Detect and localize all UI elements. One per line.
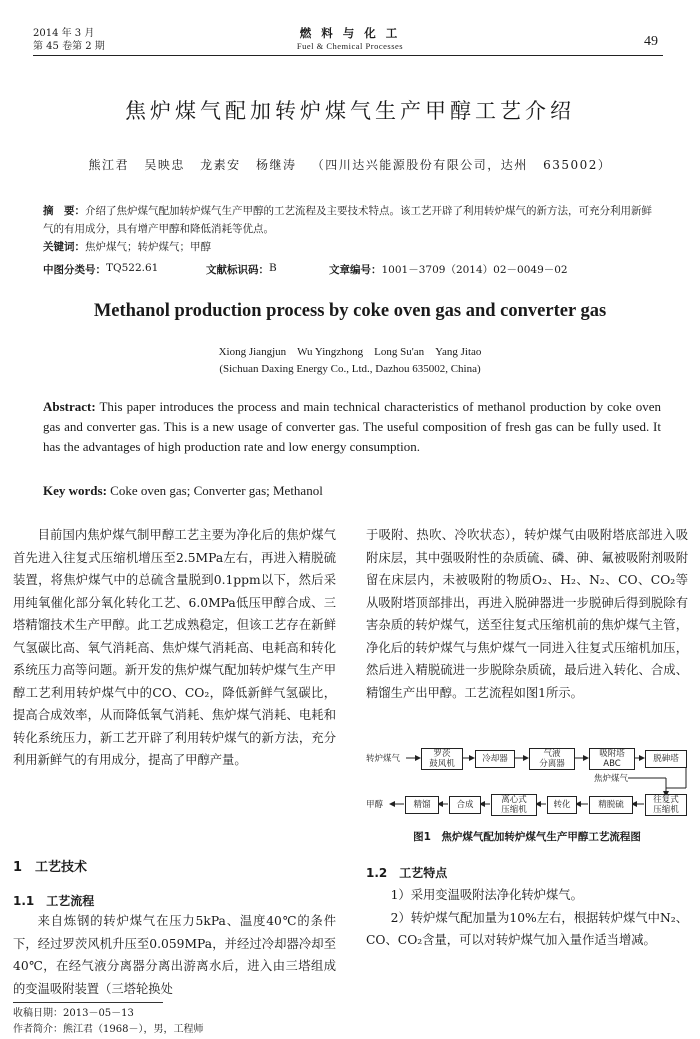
keywords-en-label: Key words: — [43, 483, 107, 498]
doc-code: B — [269, 262, 277, 274]
flow-box-centrifugal-compressor: 离心式 压缩机 — [491, 794, 537, 816]
flow-box-roots-blower: 罗茨 鼓风机 — [421, 748, 463, 770]
section-heading-1-2: 1.2 工艺特点 — [366, 866, 448, 880]
intro-paragraph: 目前国内焦炉煤气制甲醇工艺主要为净化后的焦炉煤气首先进入往复式压缩机增压至2.5MPa左右，再进入精脱硫装置，将焦炉煤气中的总硫含量脱到0.1ppm以下，然后采用纯氧催化部分氧化转化工艺、6.0MPa低压甲醇合成、三塔精馏技术生产甲醇。此工艺成熟稳定，但该工艺存在新鲜气氢碳比高、氧气消耗高、焦炉煤气消耗高、电耗高和转化系统压力高等问题。新开发的焦炉煤气配加转炉煤气生产甲醇工艺利用转炉煤气中的CO、CO₂，降低新鲜气氢碳比，提高合成效率，从而降低氧气消耗、焦炉煤气消耗、电耗和转化系统压力，新工艺开辟了利用转炉煤气的新方法，充分利用新鲜气的有用成分，提高了甲醇产量。 — [13, 528, 336, 767]
abstract-cn-label: 摘 要： — [43, 205, 85, 217]
features-block — [366, 884, 688, 952]
flow-box-adsorber: 吸附塔 ABC — [589, 748, 635, 770]
article-no: 1001－3709（2014）02－0049－02 — [381, 264, 568, 276]
flow-box-separator: 气液 分离器 — [529, 748, 575, 770]
feature-1: 1）采用变温吸附法净化转炉煤气。 — [390, 888, 583, 902]
authors-en-block — [0, 344, 700, 378]
keywords-cn-label: 关键词： — [43, 241, 85, 253]
doc-code-label: 文献标识码： — [206, 264, 269, 276]
issue-volume: 第 45 卷第 2 期 — [33, 41, 105, 52]
feature-2: 2）转炉煤气配加量为10%左右，根据转炉煤气中N₂、CO、CO₂含量，可以对转炉煤气加入量作适当增减。 — [366, 910, 688, 947]
issue-date: 2014 年 3 月 — [33, 28, 95, 39]
journal-name-cn: 燃 料 与 化 工 — [299, 26, 401, 40]
footnote-author: 作者简介：熊江君（1968－），男，工程师 — [13, 1021, 203, 1039]
affiliation-en: (Sichuan Daxing Energy Co., Ltd., Dazhou 635002, China) — [219, 363, 481, 375]
flow-box-distillation: 精馏 — [405, 796, 439, 814]
flow-coke-gas-label: 焦炉煤气 — [594, 774, 629, 784]
paper-title-en: Methanol production process by coke oven gas and converter gas — [93, 301, 607, 321]
flow-box-fine-desulfur: 精脱硫 — [589, 796, 633, 814]
process-flow-diagram — [366, 744, 688, 822]
journal-name-en: Fuel & Chemical Processes — [296, 41, 404, 51]
flow-box-cooler: 冷却器 — [475, 750, 515, 768]
clc-label: 中图分类号： — [43, 264, 106, 276]
process-paragraph — [13, 910, 336, 1000]
article-no-label: 文章编号： — [329, 264, 382, 276]
journal-name — [0, 25, 700, 51]
flow-box-recip-compressor: 往复式 压缩机 — [645, 794, 687, 816]
flow-input-label: 转炉煤气 — [366, 754, 401, 764]
section-heading-1: 1 工艺技术 — [13, 860, 88, 875]
keywords-en: Coke oven gas; Converter gas; Methanol — [106, 483, 323, 498]
flow-box-synthesis: 合成 — [449, 796, 481, 814]
page-number: 49 — [644, 34, 658, 49]
paper-title-cn: 焦炉煤气配加转炉煤气生产甲醇工艺介绍 — [125, 99, 575, 123]
abstract-cn — [43, 202, 661, 256]
flow-output-label: 甲醇 — [366, 800, 384, 810]
right-column — [366, 524, 688, 704]
keywords-en-block — [43, 483, 661, 499]
abstract-en-text: This paper introduces the process and main technical characteristics of methanol production by coke oven gas and converter gas. This is a new usage of converter gas. The useful composition of fresh gas can be fully used. It has the advantages of high production rate and low energy consumption. — [43, 399, 661, 454]
abstract-en-label: Abstract: — [43, 399, 96, 414]
authors-cn: 熊江君 吴映忠 龙素安 杨继涛 （四川达兴能源股份有限公司，达州 635002） — [88, 158, 612, 172]
section-heading-1-1: 1.1 工艺流程 — [13, 894, 95, 908]
flow-box-conversion: 转化 — [547, 796, 577, 814]
keywords-cn: 焦炉煤气；转炉煤气；甲醇 — [85, 241, 211, 253]
process-continued: 于吸附、热吹、冷吹状态），转炉煤气由吸附塔底部进入吸附床层，其中强吸附性的杂质硫、磷、砷、氟被吸附剂吸附留在床层内，未被吸附的物质O₂、H₂、N₂、CO、CO₂等从吸附塔顶部排出，再进入脱砷器进一步脱砷后得到脱除有害杂质的转炉煤气，送至往复式压缩机前的焦炉煤气主管，净化后的转炉煤气与焦炉煤气一同进入往复式压缩机加压，然后进入精脱硫进一步脱除杂质硫，最后进入转化、合成、精馏生产出甲醇。工艺流程如图1所示。 — [366, 528, 688, 700]
clc-code: TQ522.61 — [106, 262, 159, 274]
footnote-rule — [13, 1002, 163, 1003]
footnote-received: 收稿日期：2013－05－13 — [13, 1008, 134, 1019]
header-rule — [33, 55, 663, 56]
abstract-en — [43, 397, 661, 457]
flow-box-dearsenic: 脱砷塔 — [645, 750, 687, 768]
abstract-cn-text: 介绍了焦炉煤气配加转炉煤气生产甲醇的工艺流程及主要技术特点。该工艺开辟了利用转炉煤气的新方法，可充分利用新鲜气的有用成分，具有增产甲醇和降低消耗等优点。 — [43, 205, 652, 235]
authors-en: Xiong Jiangjun Wu Yingzhong Long Su'an Yang Jitao — [218, 346, 482, 358]
left-column — [13, 524, 336, 772]
figure-caption: 图1 焦炉煤气配加转炉煤气生产甲醇工艺流程图 — [413, 831, 641, 843]
process-text: 来自炼钢的转炉煤气在压力5kPa、温度40℃的条件下，经过罗茨风机升压至0.059MPa，并经过冷却器冷却至40℃，在经气液分离器分离出游离水后，进入由三塔组成的变温吸附装置（三塔轮换处 — [13, 914, 336, 996]
